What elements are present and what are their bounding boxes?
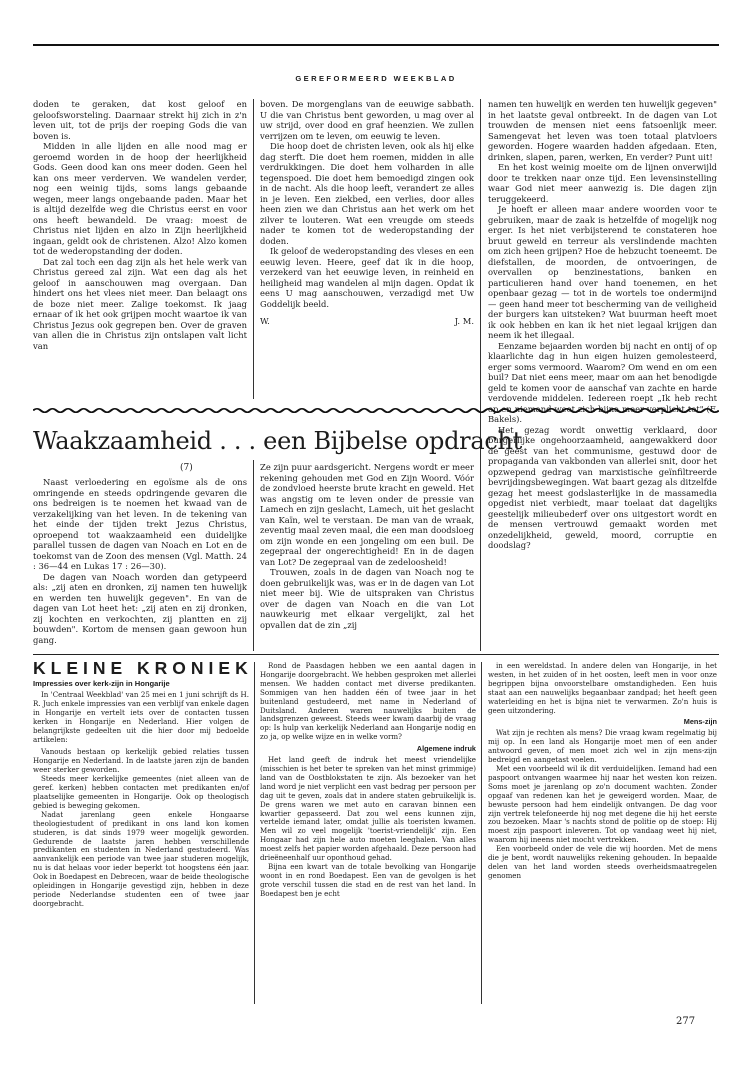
page-number: 277 bbox=[676, 1016, 696, 1027]
paragraph: Dat zal toch een dag zijn als het hele werk van Christus gereed zal zijn. Wat een dag als het geloof in aanschouwen mag overgaan. Dan hindert ons het vlees niet meer. Dan belaagt ons de boze niet meer. Zalige toekomst. Ik jaag ernaar of ik het ook grijpen mocht waartoe ik van Christus Jezus ook gegrepen ben. Over de graven van allen die in Christus zijn ontslapen valt licht van bbox=[33, 256, 247, 351]
paragraph: In 'Centraal Weekblad' van 25 mei en 1 juni schrijft ds H. R. Juch enkele impressies van een verblijf van enkele dagen in Hongarije en vertelt iets over de contacten tussen kerken in Hongarije en Nederland. Hier volgen de belangrijkste gedeelten uit die hier door mij bedoelde artikelen: bbox=[33, 690, 249, 744]
paragraph: Ik geloof de wederopstanding des vleses en een eeuwig leven. Heere, geef dat ik in die hoop, verzekerd van het eeuwige leven, in reinheid en heiligheid mag wandelen al mijn dagen. Opdat ik eens U mag aanschouwen, verzadigd met Uw Goddelijk beeld. bbox=[260, 246, 474, 309]
signature-line bbox=[260, 316, 474, 327]
paragraph: Eenzame bejaarden worden bij nacht en ontij of op klaarlichte dag in hun eigen huizen gemolesteerd, erger soms vermoord. Waarom? Om wend en om een buil? Dat niet eens meer, maar om aan het benodigde geld te komen voor de aanschaf van zachte en harde verdovende middelen. Iedereen roept „Ik heb recht op en niemand weet zich bijna meer verplicht tot" (F. Bakels). bbox=[488, 340, 717, 424]
column-divider bbox=[253, 460, 254, 651]
paragraph: Vanouds bestaan op kerkelijk gebied relaties tussen Hongarije en Nederland. In de laatste jaren zijn de banden weer sterker geworden. bbox=[33, 747, 249, 775]
wavy-divider bbox=[33, 407, 719, 414]
paragraph: Je hoeft er alleen maar andere woorden voor te gebruiken, maar de zaak is hetzelfde of mogelijk nog erger. Is het niet verbijsterend te constateren hoe bruut geweld en terreur als verslindende machten om zich heen grijpen? Hoe de hebzucht toeneemt. De diefstallen, de moorden, de ontvoeringen, de overvallen op benzinestations, banken en particulieren hand over hand toenemen, en het openbaar gezag — tot in de wortels toe ondermijnd — geen hand meer tot bescherming van de veiligheid der burgers kan uitsteken? Wat buurman heeft moet ik ook hebben en kan ik het niet legaal krijgen dan neem ik het illegaal. bbox=[488, 204, 717, 340]
paragraph: Het gezag wordt onwettig verklaard, door burgerlijke ongehoorzaamheid, aangewakkerd door de geest van het communisme, gestuwd door de propaganda van vakbonden van allerlei snit, door het opzwepend gedrag van marxistische geïnfiltreerde bevrijdingsbewegingen. Wat baart gezag als ditzelfde gezag het meest godslasterlijke in de massamedia opgedist niet verbiedt, maar toelaat dat dagelijks geestelijk milieubederf over ons uitgestort wordt en de mensen vertrouwd gemaakt worden met onzedelijkheid, geweld, moord, corruptie en doodslag? bbox=[488, 424, 717, 550]
paragraph: Het land geeft de indruk het meest vriendelijke (misschien is het beter te spreken van het minst grimmige) land van de Oostblokstaten te zijn. Als bezoeker van het land word je niet verplicht een vast bedrag per persoon per dag uit te geven, zoals dat in andere staten gebruikelijk is. De grens waren we met auto en caravan binnen een kwartier gepasseerd. Dat zou wel eens kunnen zijn, vertelde iemand later, omdat jullie als toeristen kwamen. Men wil zo veel mogelijk 'toerist-vriendelijk' zijn. Een Hongaar had zijn hele auto moeten leeghalen. Van alles moest zelfs het papier worden afgehaald. Deze persoon had drieëneenhalf uur oponthoud gehad. bbox=[260, 755, 476, 863]
paragraph: doden te geraken, dat kost geloof en geloofsworsteling. Daarnaar strekt hij zich in z'n leven uit, tot de prijs der roeping Gods die van boven is. bbox=[33, 99, 247, 141]
section-subtitle: Impressies over kerk-zijn in Hongarije bbox=[33, 679, 170, 688]
running-header: GEREFORMEERD WEEKBLAD bbox=[295, 74, 457, 83]
paragraph: Rond de Paasdagen hebben we een aantal dagen in Hongarije doorgebracht. We hebben gesproken met allerlei mensen. We hadden contact met diverse predikanten. Sommigen van hen hadden één of twee jaar in het buitenland gestudeerd, met name in Nederland of Duitsland. Anderen waren nauwelijks buiten de landsgrenzen geweest. Steeds weer kwam daarbij de vraag op: Is hulp van kerkelijk Nederland aan Hongarije nodig en zo ja, op welke wijze en in welke vorm? bbox=[260, 661, 476, 742]
upper-column-2 bbox=[260, 99, 474, 327]
paragraph: En het kost weinig moeite om de lijnen onverwijld door te trekken naar onze tijd. Een levensinstelling waar God niet meer aanwezig is. Die dagen zijn teruggekeerd. bbox=[488, 162, 717, 204]
top-rule bbox=[33, 44, 719, 46]
paragraph: Wat zijn je rechten als mens? Die vraag kwam regelmatig bij mij op. In een land als Hongarije moet men of een ander antwoord geven, of men moet zich wel in zijn mens-zijn bedreigd en aangetast voelen. bbox=[488, 728, 717, 765]
paragraph: Ze zijn puur aardsgericht. Nergens wordt er meer rekening gehouden met God en Zijn Woord. Vóór de zondvloed heerste brute kracht en geweld. Het was angstig om te leven onder de pressie van Lamech en zijn geslacht, Lamech, uit het geslacht van Kaïn, wel te verstaan. De man van de wraak, zeventig maal zeven maal, die een man doodsloeg om zijn wonde en een jongeling om een buil. De zegepraal der ongerechtigheid! En in de dagen van Lot? De zegepraal van de zedeloosheid! bbox=[260, 462, 474, 567]
kroniek-column-1 bbox=[33, 691, 249, 909]
paragraph: Die hoop doet de christen leven, ook als hij elke dag sterft. Die doet hem roemen, midden in alle verdrukkingen. Die doet hem volharden in alle tegenspoed. Die doet hem bemoedigd zingen ook in de nacht. Als die hoop leeft, verandert ze alles in je leven. Een ziekbed, een verlies, door alles heen zien we dan Christus aan het werk om het zilver te louteren. Wat een vreugde om steeds nader te komen tot de wederopstanding der doden. bbox=[260, 141, 474, 246]
signature-initial: W. bbox=[260, 316, 270, 326]
column-divider bbox=[253, 99, 254, 399]
paragraph: Nadat jarenlang geen enkele Hongaarse theologiestudent of predikant in ons land kon komen studeren, is dat sinds 1979 weer mogelijk geworden. Gedurende de laatste jaren hebben verschillende predikanten en studenten in Nederland gestudeerd. Was aanvankelijk een periode van twee jaar studeren mogelijk, nu is dat helaas voor ieder beperkt tot hoogstens één jaar. Ook in Boedapest en Debrecen, waar de beide theologische opleidingen in Hongarije gevestigd zijn, hebben in deze periode Nederlandse studenten een of twee jaar doorgebracht. bbox=[33, 809, 249, 908]
paragraph: namen ten huwelijk en werden ten huwelijk gegeven" in het laatste geval ontbreekt. In de dagen van Lot trouwden de mensen niet eens fatsoenlijk meer. Samengevat het leven was toen totaal platvloers geworden. Hogere waarden hadden afgedaan. Eten, drinken, slapen, paren, werken, En verder? Punt uit! bbox=[488, 99, 717, 162]
paragraph: in een wereldstad. In andere delen van Hongarije, in het westen, in het zuiden of in het oosten, leeft men in voor onze begrippen bijna onvoorstelbare omstandigheden. Een huis staat aan een nauwelijks begaanbaar zandpad; het heeft geen waterleiding en het is bijna niet te verwarmen. Zo'n huis is geen uitzondering. bbox=[488, 661, 717, 715]
upper-column-3 bbox=[488, 99, 717, 551]
paragraph: Trouwen, zoals in de dagen van Noach nog te doen gebruikelijk was, was er in de dagen van Lot niet meer bij. Wie de uitspraken van Christus over de dagen van Noach en die van Lot nauwkeurig met elkaar vergelijkt, zal het opvallen dat de zin „zij bbox=[260, 567, 474, 630]
kroniek-column-2 bbox=[260, 662, 476, 899]
upper-column-1 bbox=[33, 99, 247, 351]
section-title: KLEINE KRONIEK bbox=[33, 658, 253, 678]
paragraph: Een voorbeeld onder de vele die wij hoorden. Met de mens die je bent, wordt nauwelijks rekening gehouden. In bepaalde delen van het land worden steeds overheidsmaatregelen genomen bbox=[488, 844, 717, 880]
column-divider bbox=[481, 662, 482, 1004]
paragraph: Midden in alle lijden en alle nood mag er geroemd worden in de hoop der heerlijkheid Gods. Geen dood kan ons meer doden. Geen hel kan ons meer verderven. We wandelen verder, nog een weinig tijds, soms langs gebaande wegen, meer langs ongebaande paden. Maar het is altijd dezelfde weg die Christus eerst en voor ons heeft bewandeld. De vraag: moest de Christus niet lijden en alzo in Zijn heerlijkheid ingaan, geldt ook de christenen. Alzo! Alzo komen tot de wederopstanding der doden. bbox=[33, 141, 247, 256]
section-rule bbox=[33, 654, 719, 655]
paragraph: boven. De morgenglans van de eeuwige sabbath. U die van Christus bent geworden, u mag over al uw strijd, over dood en graf heenzien. We zullen verrijzen om te leven, om eeuwig te leven. bbox=[260, 99, 474, 141]
kroniek-column-3 bbox=[488, 662, 717, 881]
column-divider bbox=[254, 662, 255, 1004]
subheading: Mens-zijn bbox=[683, 717, 717, 727]
paragraph: Met een voorbeeld wil ik dit verduidelijken. Iemand had een paspoort ontvangen waarmee hij naar het westen kon reizen. Soms moet je jarenlang op zo'n document wachten. Zonder opgaaf van redenen kan het je geweigerd worden. Maar, de bewuste persoon had hem eindelijk ontvangen. De dag voor zijn vertrek telefoneerde hij nog met degene die hij het eerste zou bezoeken. Maar 's nachts stond de politie op de stoep: Hij moest zijn paspoort inleveren. Tot op vandaag weet hij niet, waarom hij ineens niet mocht vertrekken. bbox=[488, 763, 717, 845]
article-number: (7) bbox=[180, 463, 193, 473]
article-column-1 bbox=[33, 477, 247, 645]
article-title: Waakzaamheid . . . een Bijbelse opdracht bbox=[33, 427, 523, 455]
paragraph: Steeds meer kerkelijke gemeentes (niet alleen van de geref. kerken) hebben contacten met predikanten en/of plaatselijke gemeenten in Hongarije. Ook op theologisch gebied is beweging gekomen. bbox=[33, 774, 249, 810]
signature-author: J. M. bbox=[454, 316, 474, 326]
subheading: Algemene indruk bbox=[416, 744, 476, 754]
paragraph: De dagen van Noach worden dan getypeerd als: „zij aten en dronken, zij namen ten huwelijk en werden ten huwelijk gegeven". En van de dagen van Lot heet het: „zij aten en zij dronken, zij kochten en verkochten, zij plantten en zij bouwden". Kortom de mensen gaan gewoon hun gang. bbox=[33, 571, 247, 645]
column-divider bbox=[480, 99, 481, 651]
paragraph: Naast verloedering en egoïsme als de ons omringende en steeds opdringende gevaren die ons bedreigen is te noemen het kwaad van de verzakelijking van het leven. In de tekening van het einde der tijden trekt Jezus Christus, oproepend tot waakzaamheid een duidelijke parallel tussen de dagen van Noach en Lot en de toekomst van de Zoon des mensen (Vgl. Matth. 24 : 36—44 en Lukas 17 : 26—30). bbox=[33, 477, 247, 571]
article-column-2 bbox=[260, 462, 474, 630]
paragraph: Bijna een kwart van de totale bevolking van Hongarije woont in en rond Boedapest. Een van de gevolgen is het grote verschil tussen die stad en de rest van het land. In Boedapest ben je echt bbox=[260, 861, 476, 898]
